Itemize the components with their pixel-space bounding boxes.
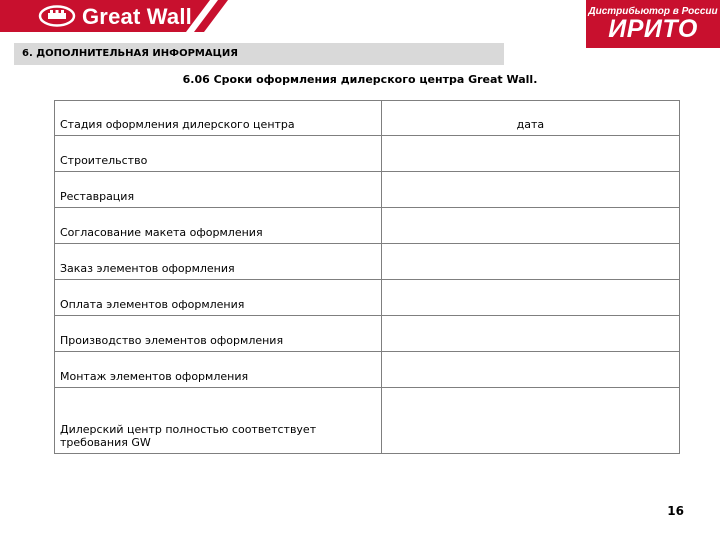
header-date: дата xyxy=(381,101,679,136)
stage-cell: Производство элементов оформления xyxy=(55,316,382,352)
schedule-table xyxy=(54,100,680,454)
irito-logo-text: ИРИТО xyxy=(608,15,698,43)
irito-logo xyxy=(586,0,720,48)
table-row xyxy=(55,316,680,352)
date-cell[interactable] xyxy=(381,280,679,316)
date-cell[interactable] xyxy=(381,316,679,352)
great-wall-logo-text: Great Wall xyxy=(82,4,192,29)
great-wall-emblem-icon xyxy=(38,5,76,27)
irito-tagline: Дистрибьютор в России xyxy=(588,6,718,17)
stage-cell-text: Дилерский центр полностью соответствует требования GW xyxy=(60,423,317,449)
table-row xyxy=(55,136,680,172)
stage-cell xyxy=(55,388,382,454)
stage-cell: Монтаж элементов оформления xyxy=(55,352,382,388)
date-cell[interactable] xyxy=(381,244,679,280)
table-row xyxy=(55,208,680,244)
date-cell[interactable] xyxy=(381,352,679,388)
page-title: 6.06 Сроки оформления дилерского центра Great Wall. xyxy=(182,73,538,86)
stage-cell: Строительство xyxy=(55,136,382,172)
stage-cell: Заказ элементов оформления xyxy=(55,244,382,280)
table-row xyxy=(55,172,680,208)
table-row xyxy=(55,244,680,280)
stage-cell: Оплата элементов оформления xyxy=(55,280,382,316)
date-cell[interactable] xyxy=(381,208,679,244)
stage-cell: Реставрация xyxy=(55,172,382,208)
page-number: 16 xyxy=(667,504,684,518)
table-header-row xyxy=(55,101,680,136)
stage-cell: Согласование макета оформления xyxy=(55,208,382,244)
table-row xyxy=(55,352,680,388)
section-title: 6. ДОПОЛНИТЕЛЬНАЯ ИНФОРМАЦИЯ xyxy=(22,48,238,59)
table-row xyxy=(55,388,680,454)
date-cell[interactable] xyxy=(381,172,679,208)
great-wall-banner xyxy=(0,0,228,32)
section-header-bar xyxy=(14,43,504,65)
date-cell[interactable] xyxy=(381,388,679,454)
header-stage: Стадия оформления дилерского центра xyxy=(55,101,382,136)
table-row xyxy=(55,280,680,316)
date-cell[interactable] xyxy=(381,136,679,172)
